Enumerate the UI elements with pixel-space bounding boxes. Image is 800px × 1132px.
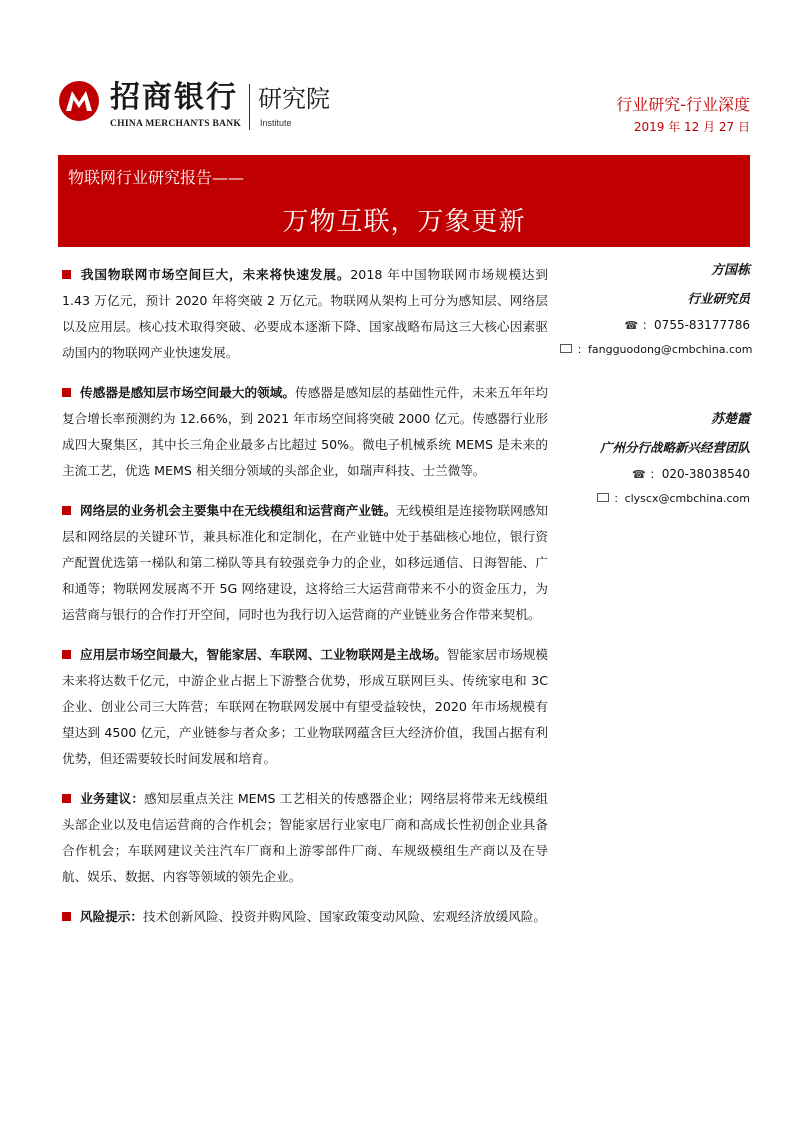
logo-text-cn: 招商银行 xyxy=(110,80,238,115)
paragraph-text: 传感器是感知层的基础性元件，未来五年年均复合增长率预测约为 12.66%，到 2021 年市场空间将突破 2000 亿元。传感器行业形成四大聚集区，其中长三角企业最多占比超过 50%。微电子机械系统 MEMS 是未来的主流工艺，优选 MEMS 相关细分领域的头部企业，如瑞声科技、士兰微等。 xyxy=(62,385,549,478)
analyst-email: ：clyscx@cmbchina.com xyxy=(560,488,750,510)
analyst-phone: ☎ ：0755-83177786 xyxy=(560,312,750,339)
title-banner xyxy=(58,155,750,247)
analyst-phone: ☎ ：020-38038540 xyxy=(560,461,750,488)
cmb-logo-icon xyxy=(58,80,100,122)
paragraph-lead: 我国物联网市场空间巨大，未来将快速发展。 xyxy=(80,267,351,282)
paragraph-text: 技术创新风险、投资并购风险、国家政策变动风险、宏观经济放缓风险。 xyxy=(142,909,546,924)
summary-paragraph xyxy=(62,642,548,772)
envelope-icon xyxy=(560,344,572,353)
paragraph-lead: 网络层的业务机会主要集中在无线模组和运营商产业链。 xyxy=(80,503,397,518)
summary-paragraph xyxy=(62,904,548,930)
paragraph-lead: 应用层市场空间最大，智能家居、车联网、工业物联网是主战场。 xyxy=(80,647,447,662)
summary-paragraph xyxy=(62,380,548,484)
report-date: 2019 年 12 月 27 日 xyxy=(633,120,750,134)
institute-name-en: Institute xyxy=(260,118,292,128)
report-type: 行业研究-行业深度 xyxy=(616,95,750,114)
bullet-icon xyxy=(62,270,71,279)
logo-divider xyxy=(249,84,250,130)
report-title: 万物互联，万象更新 xyxy=(282,207,526,237)
bullet-icon xyxy=(62,506,71,515)
email-address[interactable]: fangguodong@cmbchina.com xyxy=(588,343,753,356)
report-header xyxy=(0,0,800,150)
logo-text-en: CHINA MERCHANTS BANK xyxy=(110,119,242,129)
analyst-card xyxy=(560,407,750,510)
bullet-icon xyxy=(62,794,71,803)
summary-paragraph xyxy=(62,498,548,628)
paragraph-text: 2018 年中国物联网市场规模达到 1.43 万亿元，预计 2020 年将突破 2 万亿元。物联网从架构上可分为感知层、网络层以及应用层。核心技术取得突破、必要成本逐渐下降、国家战略布局这三大核心因素驱动国内的物联网产业快速发展。 xyxy=(62,267,548,360)
paragraph-lead: 业务建议： xyxy=(80,791,145,806)
institute-name-cn: 研究院 xyxy=(258,85,330,113)
summary-paragraph xyxy=(62,786,548,890)
phone-number: 0755-83177786 xyxy=(654,318,750,332)
envelope-icon xyxy=(597,493,609,502)
bullet-icon xyxy=(62,650,71,659)
paragraph-lead: 风险提示： xyxy=(80,909,143,924)
email-address[interactable]: clyscx@cmbchina.com xyxy=(624,492,750,505)
phone-number: 020-38038540 xyxy=(661,467,750,481)
report-subtitle: 物联网行业研究报告—— xyxy=(68,168,245,187)
analyst-email: ：fangguodong@cmbchina.com xyxy=(560,339,750,361)
paragraph-text: 无线模组是连接物联网感知层和网络层的关键环节，兼具标准化和定制化，在产业链中处于基础核心地位，银行资产配置优选第一梯队和第二梯队等具有较强竞争力的企业，如移远通信、日海智能、广和通等；物联网发展离不开 5G 网络建设，这将给三大运营商带来不小的资金压力，为运营商与银行的合作打开空间，同时也为我行切入运营商的产业链业务合作带来契机。 xyxy=(62,503,549,622)
paragraph-text: 智能家居市场规模未来将达数千亿元，中游企业占据上下游整合优势，形成互联网巨头、传统家电和 3C 企业、创业公司三大阵营；车联网在物联网发展中有望受益较快，2020 年市场规模有望达到 4500 亿元，产业链参与者众多；工业物联网蕴含巨大经济价值，我国占据有利优势，但还需要较长时间发展和培育。 xyxy=(62,647,549,766)
paragraph-text: 感知层重点关注 MEMS 工艺相关的传感器企业；网络层将带来无线模组头部企业以及电信运营商的合作机会；智能家居行业家电厂商和高成长性初创企业具备合作机会；车联网建议关注汽车厂商和上游零部件厂商、车规级模组生产商以及在导航、娱乐、数据、内容等领域的领先企业。 xyxy=(62,791,548,884)
analyst-card xyxy=(560,258,753,361)
bullet-icon xyxy=(62,388,71,397)
analyst-sidebar xyxy=(560,258,753,510)
analyst-title: 行业研究员 xyxy=(687,291,750,306)
analyst-name: 苏楚霞 xyxy=(710,412,750,427)
summary-body xyxy=(62,262,548,944)
analyst-name: 方国栋 xyxy=(710,263,750,278)
phone-icon: ☎ xyxy=(624,319,639,332)
phone-icon: ☎ xyxy=(631,468,646,481)
analyst-title: 广州分行战略新兴经营团队 xyxy=(599,440,750,455)
bullet-icon xyxy=(62,912,71,921)
summary-paragraph xyxy=(62,262,548,366)
paragraph-lead: 传感器是感知层市场空间最大的领域。 xyxy=(80,385,296,400)
